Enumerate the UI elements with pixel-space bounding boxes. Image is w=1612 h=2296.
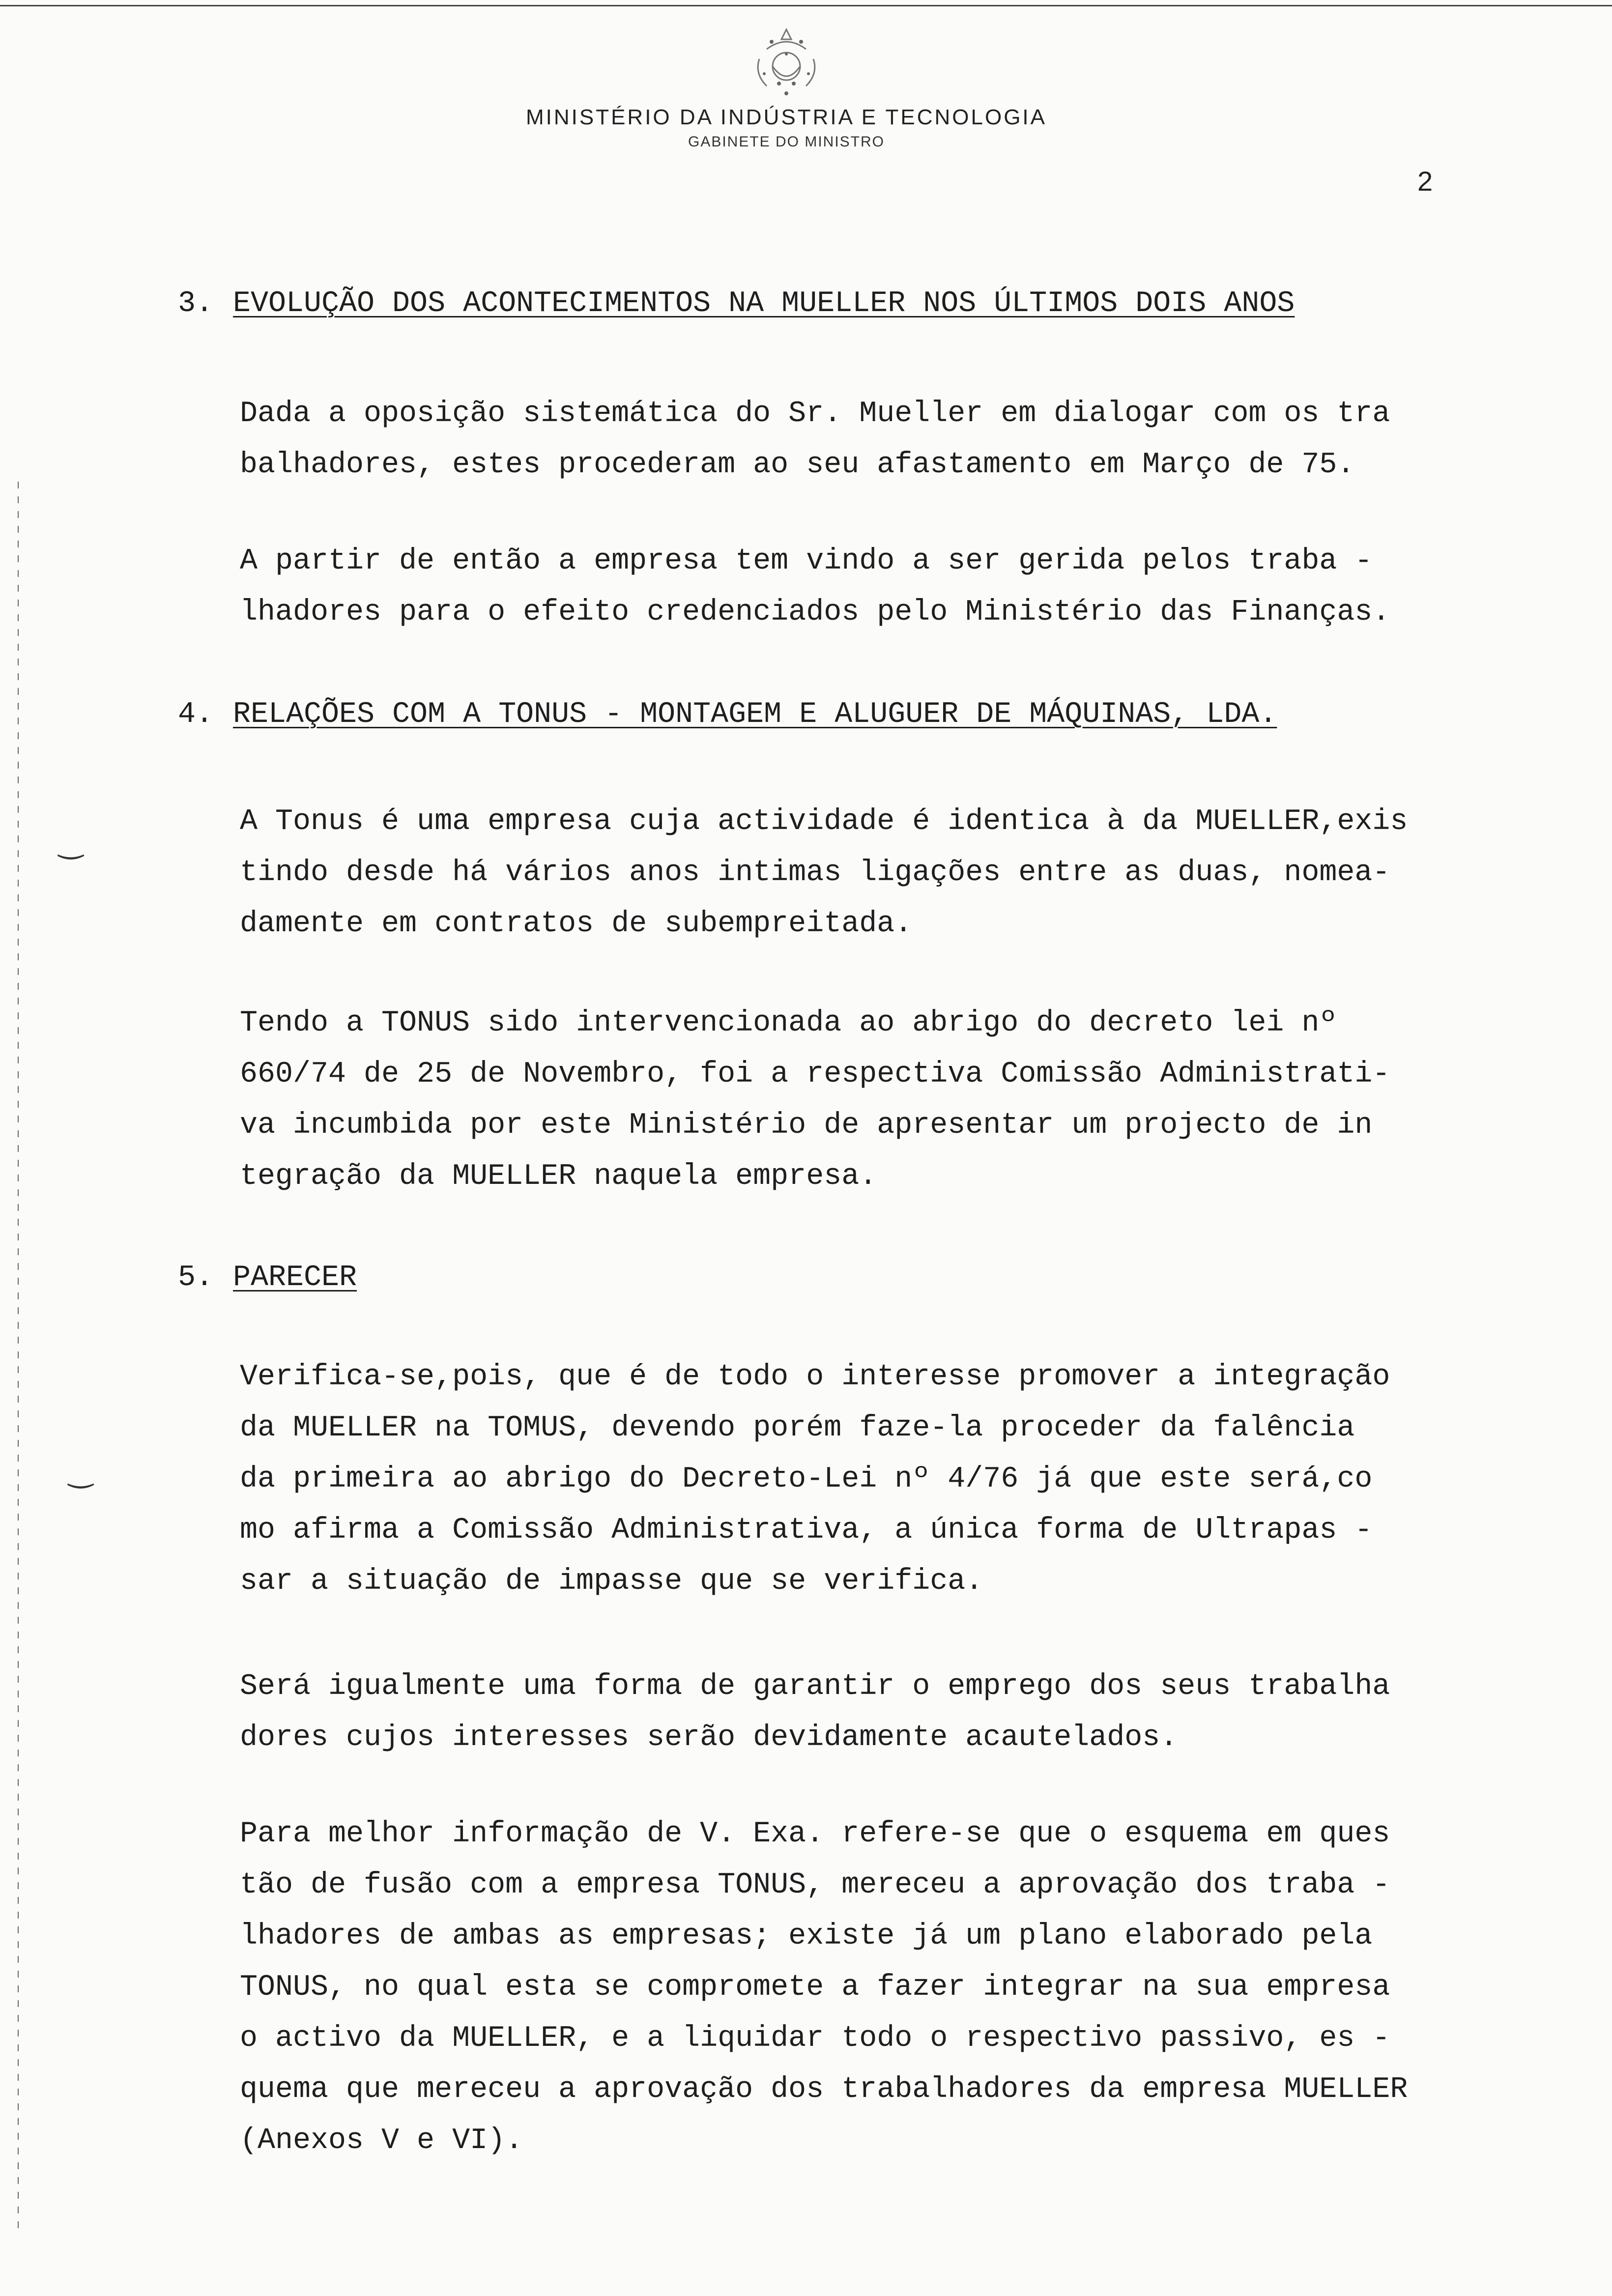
text-line: Tendo a TONUS sido intervencionada ao abrigo do decreto lei nº bbox=[240, 1006, 1337, 1040]
paragraph bbox=[240, 1808, 1567, 2166]
text-line: sar a situação de impasse que se verifica. bbox=[240, 1565, 983, 1598]
letterhead bbox=[442, 20, 1130, 150]
text-line: mo afirma a Comissão Administrativa, a única forma de Ultrapas - bbox=[240, 1514, 1373, 1547]
section-title: RELAÇÕES COM A TONUS - MONTAGEM E ALUGUER DE MÁQUINAS, LDA. bbox=[233, 698, 1277, 731]
section-title: EVOLUÇÃO DOS ACONTECIMENTOS NA MUELLER NOS ÚLTIMOS DOIS ANOS bbox=[233, 287, 1295, 320]
text-line: TONUS, no qual esta se compromete a fazer integrar na sua empresa bbox=[240, 1971, 1390, 2004]
paragraph bbox=[240, 796, 1567, 949]
left-margin-rule bbox=[18, 482, 19, 2231]
section-heading bbox=[178, 698, 1277, 731]
section-number: 3. bbox=[178, 287, 214, 320]
page-number: 2 bbox=[1417, 166, 1433, 197]
text-line: lhadores de ambas as empresas; existe já um plano elaborado pela bbox=[240, 1920, 1373, 1953]
section-title: PARECER bbox=[233, 1261, 357, 1294]
text-line: Será igualmente uma forma de garantir o emprego dos seus trabalha bbox=[240, 1670, 1390, 1703]
text-line: Verifica-se,pois, que é de todo o interesse promover a integração bbox=[240, 1360, 1390, 1394]
text-line: tindo desde há vários anos intimas ligações entre as duas, nomea- bbox=[240, 856, 1390, 890]
margin-bracket-mark: ‿ bbox=[59, 826, 83, 859]
paragraph bbox=[240, 1351, 1567, 1607]
text-line: va incumbida por este Ministério de apresentar um projecto de in bbox=[240, 1109, 1373, 1142]
text-line: quema que mereceu a aprovação dos trabalhadores da empresa MUELLER bbox=[240, 2073, 1408, 2106]
text-line: tão de fusão com a empresa TONUS, mereceu a aprovação dos traba - bbox=[240, 1868, 1390, 1902]
section-number: 5. bbox=[178, 1261, 214, 1294]
section-heading bbox=[178, 1261, 357, 1294]
text-line: (Anexos V e VI). bbox=[240, 2124, 523, 2157]
text-line: da primeira ao abrigo do Decreto-Lei nº 4/76 já que este será,co bbox=[240, 1463, 1373, 1496]
top-rule bbox=[0, 5, 1612, 6]
paragraph bbox=[240, 998, 1567, 1202]
paragraph bbox=[240, 536, 1567, 638]
cabinet-name: GABINETE DO MINISTRO bbox=[688, 134, 885, 150]
paragraph bbox=[240, 1661, 1567, 1763]
text-line: o activo da MUELLER, e a liquidar todo o respectivo passivo, es - bbox=[240, 2022, 1390, 2055]
text-line: balhadores, estes procederam ao seu afastamento em Março de 75. bbox=[240, 448, 1355, 482]
text-line: Dada a oposição sistemática do Sr. Mueller em dialogar com os tra bbox=[240, 397, 1390, 430]
text-line: tegração da MUELLER naquela empresa. bbox=[240, 1160, 877, 1193]
coat-of-arms-seal-icon bbox=[737, 20, 835, 103]
paragraph bbox=[240, 388, 1567, 490]
ministry-name: MINISTÉRIO DA INDÚSTRIA E TECNOLOGIA bbox=[525, 105, 1047, 129]
text-line: Para melhor informação de V. Exa. refere-se que o esquema em ques bbox=[240, 1817, 1390, 1851]
text-line: A Tonus é uma empresa cuja actividade é identica à da MUELLER,exis bbox=[240, 805, 1408, 838]
text-line: da MUELLER na TOMUS, devendo porém faze-la proceder da falência bbox=[240, 1411, 1355, 1445]
margin-bracket-mark: ‿ bbox=[69, 1455, 93, 1488]
text-line: dores cujos interesses serão devidamente acautelados. bbox=[240, 1721, 1178, 1754]
section-heading bbox=[178, 287, 1295, 320]
section-number: 4. bbox=[178, 698, 214, 731]
text-line: 660/74 de 25 de Novembro, foi a respectiva Comissão Administrati- bbox=[240, 1058, 1390, 1091]
text-line: lhadores para o efeito credenciados pelo Ministério das Finanças. bbox=[240, 596, 1390, 629]
text-line: A partir de então a empresa tem vindo a ser gerida pelos traba - bbox=[240, 545, 1373, 578]
text-line: damente em contratos de subempreitada. bbox=[240, 907, 913, 941]
